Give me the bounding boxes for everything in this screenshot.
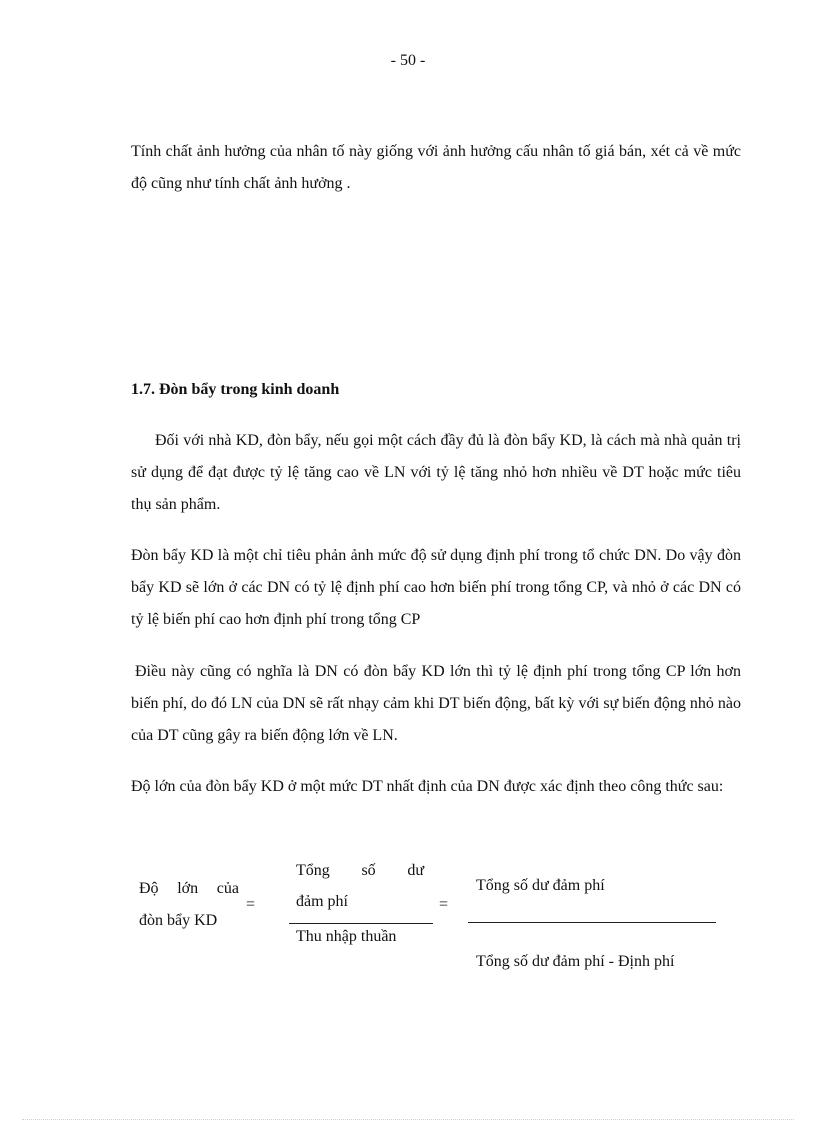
fraction2-bar	[468, 922, 716, 923]
fraction1-denominator: Thu nhập thuần	[296, 928, 397, 945]
paragraph-formula-intro: Độ lớn của đòn bẩy KD ở một mức DT nhất định của DN được xác định theo công thức sau:	[131, 778, 724, 795]
fraction2-denominator: Tổng số dư đảm phí - Định phí	[476, 953, 675, 970]
formula-lhs-line2: đòn bẩy KD	[139, 912, 218, 929]
paragraph-influence: Tính chất ảnh hưởng của nhân tố này giống với ảnh hưởng cấu nhân tố giá bán, xét cả về mức độ cũng như tính chất ảnh hưởng .	[131, 143, 741, 192]
formula-lhs-line1: Độ lớn của	[139, 880, 239, 897]
fraction1-numerator-line1: Tổng số dư	[296, 862, 424, 879]
page-number: - 50 -	[390, 52, 426, 69]
paragraph-indicator: Đòn bẩy KD là một chỉ tiêu phản ảnh mức độ sử dụng định phí trong tổ chức DN. Do vậy đòn bẩy KD sẽ lớn ở các DN có tỷ lệ định phí cao hơn biến phí trong tổng CP, và nhỏ ở các DN có tỷ lệ biến phí cao hơn định phí trong tổng CP	[131, 547, 741, 628]
paragraph-meaning: Điều này cũng có nghĩa là DN có đòn bẩy KD lớn thì tỷ lệ định phí trong tổng CP lớn hơn biến phí, do đó LN của DN sẽ rất nhạy cảm khi DT biến động, bất kỳ với sự biến động nhỏ nào của DT cũng gây ra biến động lớn về LN.	[131, 663, 741, 744]
equals-sign-1: =	[246, 896, 256, 913]
equals-sign-2: =	[439, 896, 449, 913]
fraction2-numerator: Tổng số dư đảm phí	[476, 877, 605, 894]
paragraph-definition: Đối với nhà KD, đòn bẩy, nếu gọi một cách đầy đủ là đòn bẩy KD, là cách mà nhà quản trị sử dụng để đạt được tỷ lệ tăng cao về LN với tỷ lệ tăng nhỏ hơn nhiều về DT hoặc mức tiêu thụ sản phẩm.	[131, 432, 741, 513]
page-bottom-border	[22, 1119, 794, 1120]
section-heading: 1.7. Đòn bẩy trong kinh doanh	[131, 381, 340, 398]
fraction1-bar	[289, 923, 433, 924]
fraction1-numerator-line2: đảm phí	[296, 893, 348, 910]
